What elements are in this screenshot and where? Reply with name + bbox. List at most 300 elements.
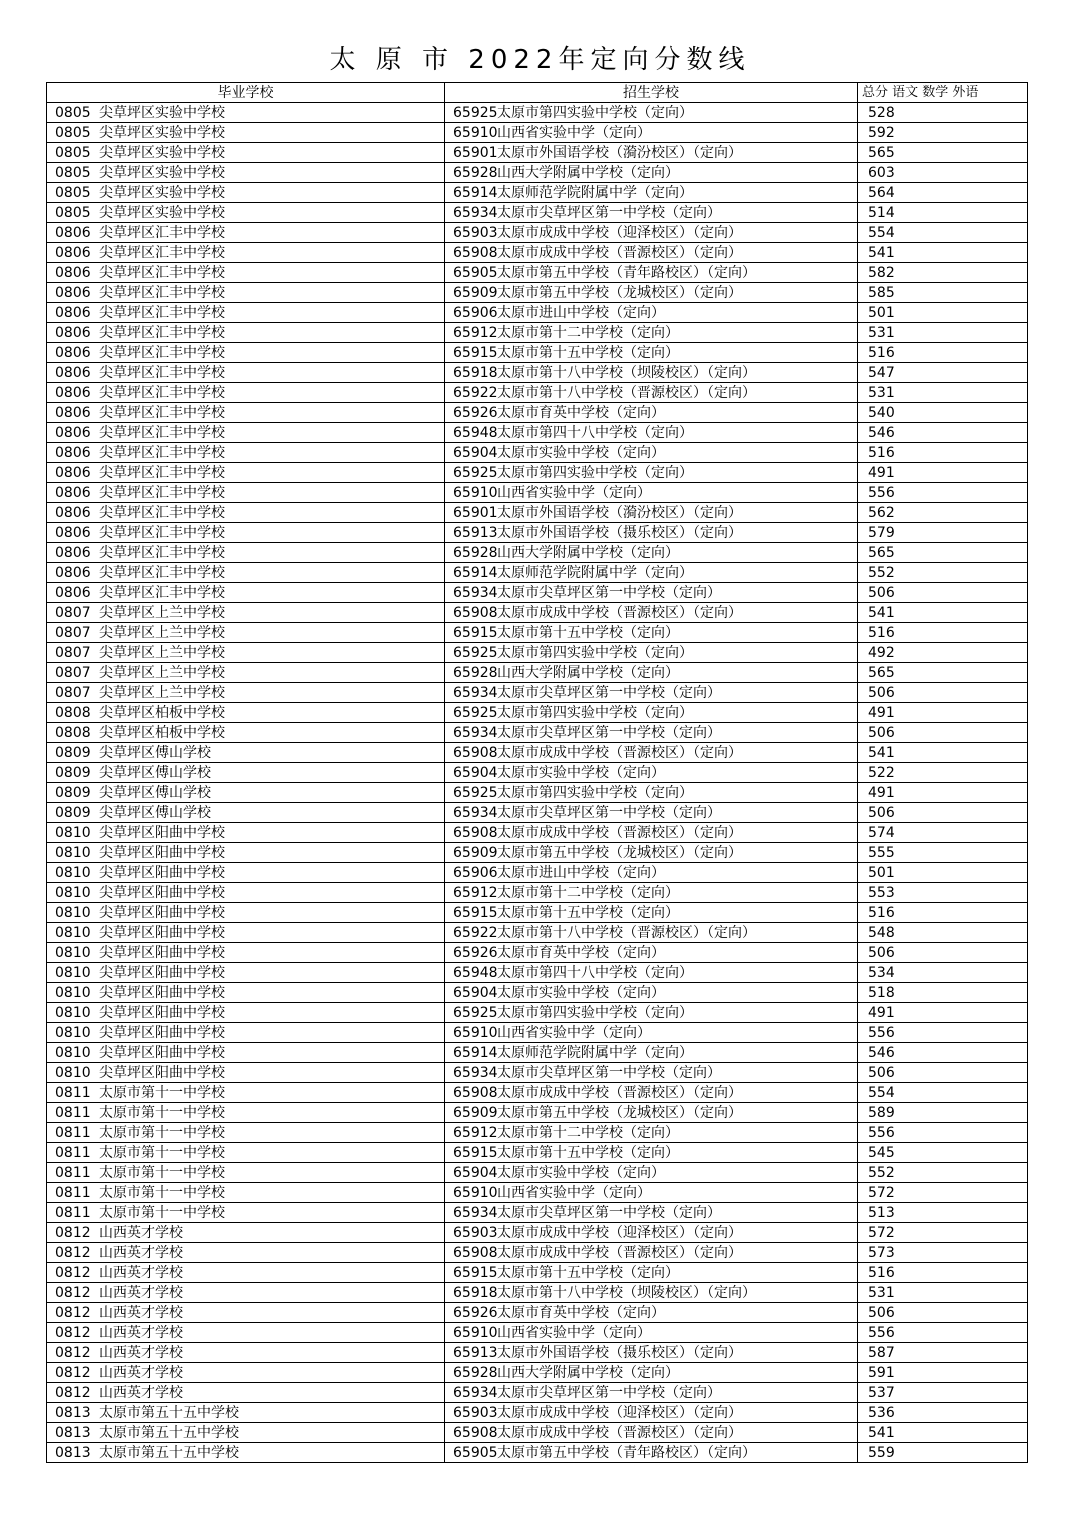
table-row	[47, 1283, 1028, 1303]
admitting-school-code: 65915	[453, 1264, 498, 1281]
graduating-school-cell	[47, 1423, 445, 1443]
graduating-school-cell	[47, 463, 445, 483]
table-row	[47, 1383, 1028, 1403]
admitting-school-cell	[445, 1403, 858, 1423]
admitting-school-name: 山西大学附属中学校（定向）	[497, 164, 679, 181]
total-score-cell: 565	[858, 663, 1028, 683]
graduating-school-code: 0810	[55, 984, 91, 1001]
admitting-school-code: 65908	[453, 244, 498, 261]
admitting-school-cell	[445, 1003, 858, 1023]
admitting-school-cell	[445, 1023, 858, 1043]
admitting-school-code: 65925	[453, 464, 498, 481]
admitting-school-code: 65934	[453, 1064, 498, 1081]
graduating-school-name: 尖草坪区上兰中学校	[99, 684, 225, 701]
graduating-school-cell	[47, 723, 445, 743]
admitting-school-code: 65910	[453, 124, 498, 141]
graduating-school-cell	[47, 1263, 445, 1283]
admitting-school-code: 65915	[453, 1144, 498, 1161]
graduating-school-code: 0810	[55, 924, 91, 941]
admitting-school-cell	[445, 963, 858, 983]
graduating-school-code: 0811	[55, 1124, 91, 1141]
admitting-school-cell	[445, 103, 858, 123]
admitting-school-code: 65925	[453, 704, 498, 721]
graduating-school-name: 尖草坪区阳曲中学校	[99, 1064, 225, 1081]
admitting-school-code: 65905	[453, 264, 498, 281]
admitting-school-cell	[445, 1443, 858, 1463]
graduating-school-name: 尖草坪区傅山学校	[99, 784, 211, 801]
graduating-school-code: 0806	[55, 264, 91, 281]
graduating-school-name: 尖草坪区上兰中学校	[99, 624, 225, 641]
graduating-school-name: 尖草坪区阳曲中学校	[99, 944, 225, 961]
graduating-school-name: 尖草坪区阳曲中学校	[99, 824, 225, 841]
total-score-cell: 491	[858, 1003, 1028, 1023]
graduating-school-name: 太原市第五十五中学校	[99, 1444, 239, 1461]
total-score-cell: 553	[858, 883, 1028, 903]
admitting-school-cell	[445, 1143, 858, 1163]
graduating-school-code: 0807	[55, 624, 91, 641]
table-row	[47, 303, 1028, 323]
admitting-school-name: 太原市第四十八中学校（定向）	[497, 964, 693, 981]
graduating-school-code: 0806	[55, 504, 91, 521]
admitting-school-code: 65934	[453, 204, 498, 221]
graduating-school-name: 尖草坪区汇丰中学校	[99, 584, 225, 601]
admitting-school-code: 65914	[453, 184, 498, 201]
table-row	[47, 543, 1028, 563]
graduating-school-code: 0807	[55, 684, 91, 701]
admitting-school-name: 太原市成成中学校（迎泽校区）（定向）	[497, 224, 742, 241]
graduating-school-code: 0809	[55, 804, 91, 821]
graduating-school-cell	[47, 1243, 445, 1263]
admitting-school-cell	[445, 1263, 858, 1283]
total-score-cell: 506	[858, 943, 1028, 963]
graduating-school-cell	[47, 1403, 445, 1423]
admitting-school-cell	[445, 243, 858, 263]
graduating-school-code: 0806	[55, 464, 91, 481]
admitting-school-name: 太原市育英中学校（定向）	[497, 1304, 665, 1321]
admitting-school-code: 65934	[453, 804, 498, 821]
admitting-school-cell	[445, 1063, 858, 1083]
table-row	[47, 983, 1028, 1003]
admitting-school-name: 山西大学附属中学校（定向）	[497, 544, 679, 561]
graduating-school-cell	[47, 1383, 445, 1403]
total-score-cell: 506	[858, 1303, 1028, 1323]
graduating-school-cell	[47, 1223, 445, 1243]
admitting-school-cell	[445, 763, 858, 783]
graduating-school-name: 太原市第十一中学校	[99, 1104, 225, 1121]
admitting-school-name: 太原市外国语学校（摄乐校区）（定向）	[497, 524, 742, 541]
table-row	[47, 263, 1028, 283]
table-row	[47, 1403, 1028, 1423]
graduating-school-code: 0812	[55, 1224, 91, 1241]
admitting-school-code: 65914	[453, 1044, 498, 1061]
graduating-school-name: 尖草坪区实验中学校	[99, 144, 225, 161]
total-score-cell: 531	[858, 1283, 1028, 1303]
total-score-cell: 541	[858, 743, 1028, 763]
admitting-school-code: 65909	[453, 844, 498, 861]
admitting-school-name: 山西省实验中学（定向）	[497, 1324, 651, 1341]
graduating-school-cell	[47, 1083, 445, 1103]
graduating-school-name: 尖草坪区汇丰中学校	[99, 284, 225, 301]
total-score-cell: 492	[858, 643, 1028, 663]
graduating-school-code: 0806	[55, 544, 91, 561]
admitting-school-name: 山西省实验中学（定向）	[497, 124, 651, 141]
total-score-cell: 491	[858, 463, 1028, 483]
graduating-school-code: 0806	[55, 404, 91, 421]
admitting-school-name: 山西省实验中学（定向）	[497, 1184, 651, 1201]
graduating-school-code: 0809	[55, 744, 91, 761]
admitting-school-cell	[445, 903, 858, 923]
table-row	[47, 1023, 1028, 1043]
graduating-school-name: 尖草坪区阳曲中学校	[99, 1044, 225, 1061]
score-table	[46, 82, 1028, 1463]
admitting-school-name: 太原市尖草坪区第一中学校（定向）	[497, 584, 721, 601]
total-score-cell: 540	[858, 403, 1028, 423]
total-score-cell: 585	[858, 283, 1028, 303]
table-row	[47, 483, 1028, 503]
graduating-school-name: 尖草坪区汇丰中学校	[99, 544, 225, 561]
table-row	[47, 843, 1028, 863]
total-score-cell: 531	[858, 383, 1028, 403]
admitting-school-name: 太原市第十八中学校（晋源校区）（定向）	[497, 924, 756, 941]
admitting-school-name: 太原市成成中学校（晋源校区）（定向）	[497, 1084, 742, 1101]
table-row	[47, 663, 1028, 683]
total-score-cell: 501	[858, 303, 1028, 323]
admitting-school-name: 太原市第五中学校（青年路校区）（定向）	[497, 264, 756, 281]
table-row	[47, 1363, 1028, 1383]
admitting-school-name: 太原市成成中学校（晋源校区）（定向）	[497, 1244, 742, 1261]
total-score-cell: 541	[858, 243, 1028, 263]
graduating-school-code: 0812	[55, 1284, 91, 1301]
total-score-cell: 506	[858, 723, 1028, 743]
admitting-school-name: 太原市成成中学校（迎泽校区）（定向）	[497, 1224, 742, 1241]
graduating-school-cell	[47, 983, 445, 1003]
table-row	[47, 1343, 1028, 1363]
graduating-school-cell	[47, 123, 445, 143]
graduating-school-name: 尖草坪区上兰中学校	[99, 604, 225, 621]
graduating-school-name: 尖草坪区汇丰中学校	[99, 224, 225, 241]
graduating-school-name: 尖草坪区汇丰中学校	[99, 264, 225, 281]
admitting-school-cell	[445, 1103, 858, 1123]
total-score-cell: 562	[858, 503, 1028, 523]
admitting-school-cell	[445, 783, 858, 803]
table-row	[47, 583, 1028, 603]
admitting-school-cell	[445, 1283, 858, 1303]
total-score-cell: 546	[858, 1043, 1028, 1063]
table-header-row	[47, 83, 1028, 103]
graduating-school-name: 尖草坪区阳曲中学校	[99, 1004, 225, 1021]
graduating-school-cell	[47, 423, 445, 443]
table-row	[47, 283, 1028, 303]
total-score-cell: 592	[858, 123, 1028, 143]
table-row	[47, 403, 1028, 423]
admitting-school-cell	[445, 1383, 858, 1403]
table-row	[47, 523, 1028, 543]
admitting-school-cell	[445, 223, 858, 243]
admitting-school-code: 65908	[453, 824, 498, 841]
graduating-school-code: 0811	[55, 1184, 91, 1201]
admitting-school-code: 65934	[453, 1384, 498, 1401]
graduating-school-code: 0806	[55, 244, 91, 261]
admitting-school-code: 65934	[453, 1204, 498, 1221]
total-score-cell: 572	[858, 1183, 1028, 1203]
graduating-school-cell	[47, 243, 445, 263]
admitting-school-code: 65948	[453, 964, 498, 981]
graduating-school-cell	[47, 1063, 445, 1083]
admitting-school-name: 太原市实验中学校（定向）	[497, 984, 665, 1001]
page-title: 太 原 市 2022年定向分数线	[329, 45, 751, 75]
graduating-school-name: 尖草坪区阳曲中学校	[99, 864, 225, 881]
admitting-school-name: 太原市尖草坪区第一中学校（定向）	[497, 804, 721, 821]
admitting-school-cell	[445, 1423, 858, 1443]
admitting-school-code: 65926	[453, 1304, 498, 1321]
admitting-school-name: 太原市外国语学校（摄乐校区）（定向）	[497, 1344, 742, 1361]
admitting-school-cell	[445, 1183, 858, 1203]
graduating-school-name: 尖草坪区阳曲中学校	[99, 884, 225, 901]
admitting-school-cell	[445, 363, 858, 383]
table-row	[47, 243, 1028, 263]
graduating-school-code: 0810	[55, 884, 91, 901]
graduating-school-name: 尖草坪区阳曲中学校	[99, 1024, 225, 1041]
graduating-school-code: 0805	[55, 144, 91, 161]
admitting-school-code: 65910	[453, 1024, 498, 1041]
graduating-school-cell	[47, 1163, 445, 1183]
graduating-school-code: 0813	[55, 1424, 91, 1441]
admitting-school-code: 65910	[453, 484, 498, 501]
admitting-school-cell	[445, 843, 858, 863]
graduating-school-code: 0810	[55, 1064, 91, 1081]
graduating-school-name: 尖草坪区阳曲中学校	[99, 964, 225, 981]
table-row	[47, 1223, 1028, 1243]
graduating-school-name: 尖草坪区阳曲中学校	[99, 904, 225, 921]
admitting-school-code: 65908	[453, 1244, 498, 1261]
table-row	[47, 123, 1028, 143]
total-score-cell: 572	[858, 1223, 1028, 1243]
table-row	[47, 903, 1028, 923]
graduating-school-name: 太原市第十一中学校	[99, 1124, 225, 1141]
graduating-school-cell	[47, 1363, 445, 1383]
admitting-school-cell	[445, 983, 858, 1003]
graduating-school-code: 0811	[55, 1084, 91, 1101]
table-row	[47, 1123, 1028, 1143]
graduating-school-code: 0812	[55, 1364, 91, 1381]
table-row	[47, 563, 1028, 583]
table-row	[47, 1303, 1028, 1323]
table-row	[47, 1443, 1028, 1463]
graduating-school-cell	[47, 963, 445, 983]
table-row	[47, 1043, 1028, 1063]
graduating-school-name: 尖草坪区汇丰中学校	[99, 364, 225, 381]
graduating-school-cell	[47, 1283, 445, 1303]
total-score-cell: 579	[858, 523, 1028, 543]
admitting-school-name: 太原市第五中学校（青年路校区）（定向）	[497, 1444, 756, 1461]
admitting-school-code: 65912	[453, 1124, 498, 1141]
total-score-cell: 506	[858, 1063, 1028, 1083]
graduating-school-cell	[47, 663, 445, 683]
admitting-school-cell	[445, 143, 858, 163]
admitting-school-name: 太原市第十二中学校（定向）	[497, 324, 679, 341]
admitting-school-code: 65928	[453, 544, 498, 561]
graduating-school-code: 0806	[55, 284, 91, 301]
total-score-cell: 506	[858, 683, 1028, 703]
graduating-school-name: 尖草坪区汇丰中学校	[99, 424, 225, 441]
graduating-school-code: 0808	[55, 704, 91, 721]
admitting-school-name: 太原市第十八中学校（晋源校区）（定向）	[497, 384, 756, 401]
table-row	[47, 503, 1028, 523]
graduating-school-cell	[47, 923, 445, 943]
graduating-school-code: 0806	[55, 384, 91, 401]
total-score-cell: 513	[858, 1203, 1028, 1223]
admitting-school-code: 65904	[453, 984, 498, 1001]
admitting-school-name: 太原市第十八中学校（坝陵校区）（定向）	[497, 1284, 756, 1301]
table-row	[47, 823, 1028, 843]
graduating-school-cell	[47, 1203, 445, 1223]
total-score-cell: 554	[858, 223, 1028, 243]
graduating-school-code: 0813	[55, 1444, 91, 1461]
graduating-school-cell	[47, 943, 445, 963]
graduating-school-name: 尖草坪区汇丰中学校	[99, 524, 225, 541]
admitting-school-cell	[445, 803, 858, 823]
admitting-school-code: 65903	[453, 1224, 498, 1241]
graduating-school-cell	[47, 803, 445, 823]
graduating-school-cell	[47, 1143, 445, 1163]
graduating-school-cell	[47, 503, 445, 523]
admitting-school-cell	[445, 383, 858, 403]
graduating-school-name: 尖草坪区阳曲中学校	[99, 844, 225, 861]
total-score-cell: 552	[858, 1163, 1028, 1183]
graduating-school-cell	[47, 363, 445, 383]
admitting-school-name: 太原市尖草坪区第一中学校（定向）	[497, 684, 721, 701]
table-row	[47, 203, 1028, 223]
admitting-school-name: 太原市第十五中学校（定向）	[497, 344, 679, 361]
admitting-school-code: 65948	[453, 424, 498, 441]
graduating-school-name: 尖草坪区上兰中学校	[99, 644, 225, 661]
graduating-school-cell	[47, 683, 445, 703]
table-row	[47, 743, 1028, 763]
table-row	[47, 783, 1028, 803]
admitting-school-code: 65903	[453, 1404, 498, 1421]
admitting-school-cell	[445, 723, 858, 743]
graduating-school-name: 太原市第十一中学校	[99, 1164, 225, 1181]
admitting-school-cell	[445, 603, 858, 623]
table-row	[47, 1063, 1028, 1083]
graduating-school-cell	[47, 1183, 445, 1203]
graduating-school-name: 山西英才学校	[99, 1364, 183, 1381]
graduating-school-name: 太原市第十一中学校	[99, 1184, 225, 1201]
table-row	[47, 943, 1028, 963]
admitting-school-cell	[445, 1123, 858, 1143]
admitting-school-code: 65925	[453, 784, 498, 801]
graduating-school-cell	[47, 1343, 445, 1363]
table-row	[47, 1263, 1028, 1283]
graduating-school-name: 尖草坪区实验中学校	[99, 184, 225, 201]
graduating-school-cell	[47, 743, 445, 763]
graduating-school-code: 0805	[55, 164, 91, 181]
table-row	[47, 1143, 1028, 1163]
total-score-cell: 556	[858, 483, 1028, 503]
admitting-school-cell	[445, 283, 858, 303]
graduating-school-code: 0806	[55, 444, 91, 461]
total-score-cell: 582	[858, 263, 1028, 283]
graduating-school-code: 0807	[55, 644, 91, 661]
graduating-school-code: 0806	[55, 424, 91, 441]
graduating-school-code: 0812	[55, 1324, 91, 1341]
total-score-cell: 516	[858, 343, 1028, 363]
table-row	[47, 1083, 1028, 1103]
admitting-school-code: 65926	[453, 944, 498, 961]
admitting-school-name: 太原市成成中学校（迎泽校区）（定向）	[497, 1404, 742, 1421]
table-row	[47, 183, 1028, 203]
admitting-school-name: 太原市第五中学校（龙城校区）（定向）	[497, 1104, 742, 1121]
admitting-school-code: 65901	[453, 144, 498, 161]
graduating-school-cell	[47, 223, 445, 243]
graduating-school-code: 0811	[55, 1144, 91, 1161]
graduating-school-code: 0805	[55, 124, 91, 141]
admitting-school-name: 太原市第四实验中学校（定向）	[497, 104, 693, 121]
admitting-school-code: 65926	[453, 404, 498, 421]
admitting-school-cell	[445, 1223, 858, 1243]
total-score-cell: 565	[858, 543, 1028, 563]
admitting-school-cell	[445, 703, 858, 723]
graduating-school-cell	[47, 1023, 445, 1043]
graduating-school-name: 尖草坪区柏板中学校	[99, 724, 225, 741]
table-row	[47, 883, 1028, 903]
graduating-school-name: 尖草坪区汇丰中学校	[99, 504, 225, 521]
graduating-school-cell	[47, 483, 445, 503]
graduating-school-cell	[47, 843, 445, 863]
admitting-school-code: 65928	[453, 664, 498, 681]
graduating-school-cell	[47, 643, 445, 663]
admitting-school-cell	[445, 203, 858, 223]
graduating-school-name: 山西英才学校	[99, 1324, 183, 1341]
total-score-cell: 516	[858, 1263, 1028, 1283]
graduating-school-cell	[47, 203, 445, 223]
admitting-school-name: 太原市育英中学校（定向）	[497, 404, 665, 421]
table-row	[47, 343, 1028, 363]
graduating-school-cell	[47, 103, 445, 123]
admitting-school-name: 太原市实验中学校（定向）	[497, 764, 665, 781]
admitting-school-cell	[445, 623, 858, 643]
graduating-school-code: 0806	[55, 344, 91, 361]
admitting-school-code: 65925	[453, 644, 498, 661]
table-row	[47, 623, 1028, 643]
graduating-school-cell	[47, 603, 445, 623]
admitting-school-cell	[445, 1323, 858, 1343]
total-score-cell: 574	[858, 823, 1028, 843]
admitting-school-cell	[445, 1343, 858, 1363]
admitting-school-name: 太原市第十八中学校（坝陵校区）（定向）	[497, 364, 756, 381]
graduating-school-cell	[47, 383, 445, 403]
admitting-school-cell	[445, 403, 858, 423]
graduating-school-name: 山西英才学校	[99, 1384, 183, 1401]
graduating-school-code: 0812	[55, 1344, 91, 1361]
admitting-school-name: 太原市尖草坪区第一中学校（定向）	[497, 204, 721, 221]
admitting-school-name: 太原市第十五中学校（定向）	[497, 1264, 679, 1281]
total-score-cell: 531	[858, 323, 1028, 343]
graduating-school-name: 太原市第十一中学校	[99, 1144, 225, 1161]
admitting-school-cell	[445, 1043, 858, 1063]
table-row	[47, 703, 1028, 723]
table-row	[47, 1423, 1028, 1443]
graduating-school-name: 尖草坪区汇丰中学校	[99, 484, 225, 501]
admitting-school-name: 太原市进山中学校（定向）	[497, 864, 665, 881]
graduating-school-name: 尖草坪区实验中学校	[99, 124, 225, 141]
total-score-cell: 556	[858, 1123, 1028, 1143]
graduating-school-code: 0807	[55, 604, 91, 621]
graduating-school-cell	[47, 263, 445, 283]
admitting-school-code: 65918	[453, 1284, 498, 1301]
admitting-school-cell	[445, 1363, 858, 1383]
graduating-school-code: 0811	[55, 1104, 91, 1121]
